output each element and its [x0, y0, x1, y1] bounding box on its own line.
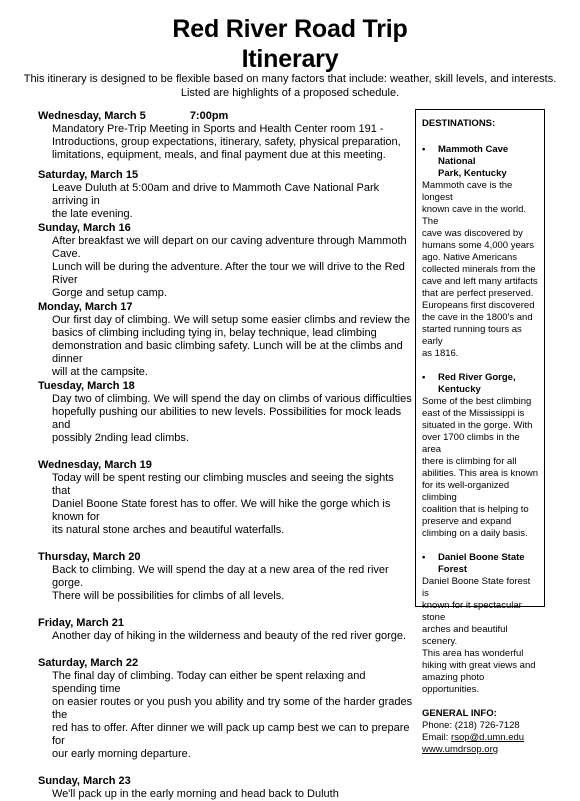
day-description: [38, 314, 413, 379]
destination-name-line: Park, Kentucky: [438, 168, 507, 179]
description-line: collected minerals from the: [422, 264, 536, 275]
description-line: abilities. This area is known: [422, 468, 538, 479]
destination-name-line: Red River Gorge,: [438, 372, 516, 383]
bullet-icon: •: [422, 552, 426, 563]
description-line: arches and beautiful scenery.: [422, 624, 508, 647]
day-line: Lunch will be during the adventure. After the tour we will drive to the Red River: [52, 261, 405, 286]
description-line: Europeans first discovered: [422, 300, 535, 311]
destinations-panel: [415, 109, 545, 755]
destination-title: [422, 144, 539, 180]
day-line: Another day of hiking in the wilderness and beauty of the red river gorge.: [52, 630, 407, 642]
description-line: for its well-organized climbing: [422, 480, 510, 503]
day-header: Sunday, March 23: [38, 775, 131, 787]
description-line: known for it spectacular stone: [422, 600, 522, 623]
destination-title: [422, 552, 539, 576]
general-info-heading: GENERAL INFO:: [422, 708, 497, 719]
day-time: 7:00pm: [189, 110, 229, 122]
email-label: Email:: [422, 732, 452, 743]
day-line: Back to climbing. We will spend the day at a new area of the red river gorge.: [52, 564, 389, 589]
destination-description: [422, 180, 539, 360]
description-line: cave was discovered by: [422, 228, 523, 239]
day-line: red has to offer. After dinner we will pack up camp best we can to prepare for: [52, 722, 410, 747]
day-description: [38, 564, 413, 603]
destination-item: [422, 372, 539, 540]
day-description: [38, 472, 413, 537]
description-line: ago. Native Americans: [422, 252, 518, 263]
document-title-line-2: Itinerary: [241, 45, 339, 73]
destination-description: [422, 396, 539, 540]
day-header: Sunday, March 16: [38, 222, 131, 234]
day-line: hopefully pushing our abilities to new levels. Possibilities for mock leads and: [52, 406, 402, 431]
day-line: demonstration and basic climbing safety. Lunch will be at the climbs and dinner: [52, 340, 403, 365]
destination-name-line: Kentucky: [438, 384, 481, 395]
day-header: Tuesday, March 18: [38, 380, 135, 392]
day-line: After breakfast we will depart on our caving adventure through Mammoth Cave.: [52, 235, 407, 260]
day-description: [38, 670, 413, 761]
day-description: [38, 235, 413, 300]
description-line: preserve and expand: [422, 516, 512, 527]
bullet-icon: •: [422, 144, 426, 155]
day-header: Friday, March 21: [38, 617, 124, 629]
destination-name-line: Forest: [438, 564, 468, 575]
day-line: There will be possibilities for climbs of all levels.: [52, 590, 285, 602]
day-entry: [38, 221, 413, 300]
day-header: [38, 109, 413, 123]
day-entry: [38, 168, 413, 221]
day-line: Gorge and setup camp.: [52, 287, 167, 299]
description-line: humans some 4,000 years: [422, 240, 534, 251]
intro-line-2: Listed are highlights of a proposed schedule.: [180, 87, 400, 99]
description-line: Some of the best climbing: [422, 396, 532, 407]
general-info-phone: Phone: (218) 726-7128: [422, 720, 520, 731]
day-line: Today will be spent resting our climbing muscles and seeing the sights that: [52, 472, 394, 497]
day-date: Wednesday, March 5: [38, 110, 146, 122]
day-header: Thursday, March 20: [38, 551, 141, 563]
description-line: situated in the gorge. With: [422, 420, 533, 431]
description-line: over 1700 climbs in the area: [422, 432, 520, 455]
day-description: [38, 393, 413, 445]
website-link[interactable]: www.umdrsop.org: [422, 744, 499, 755]
day-header: Monday, March 17: [38, 301, 133, 313]
day-line: The final day of climbing. Today can either be spent relaxing and spending time: [52, 670, 366, 695]
email-link[interactable]: rsop@d.umn.edu: [451, 732, 525, 743]
day-description: [38, 182, 413, 221]
day-line: Introductions, group expectations, itinerary, safety, physical preparation,: [52, 136, 401, 148]
intro-line-1: This itinerary is designed to be flexible based on many factors that include: weather, skill levels, and interests.: [23, 73, 557, 85]
description-line: as 1816.: [422, 348, 459, 359]
day-line: Our first day of climbing. We will setup some easier climbs and review the: [52, 314, 411, 326]
description-line: hiking with great views and: [422, 660, 536, 671]
description-line: that are perfect preserved.: [422, 288, 534, 299]
description-line: started running tours as early: [422, 324, 522, 347]
day-entry: [38, 109, 413, 162]
destination-title: [422, 372, 539, 396]
description-line: coalition that is helping to: [422, 504, 529, 515]
day-header: Saturday, March 15: [38, 169, 139, 181]
day-line: limitations, equipment, meals, and final payment due at this meeting.: [52, 149, 386, 161]
day-entry: [38, 774, 413, 801]
day-entry: [38, 300, 413, 379]
description-line: east of the Mississippi is: [422, 408, 525, 419]
itinerary-schedule: [38, 109, 413, 801]
day-line: will at the campsite.: [52, 366, 148, 378]
document-title-line-1: Red River Road Trip: [172, 15, 408, 43]
day-entry: [38, 656, 413, 761]
destination-name-line: Mammoth Cave National: [438, 144, 509, 167]
day-line: We'll pack up in the early morning and head back to Duluth: [52, 788, 339, 800]
day-entry: [38, 458, 413, 537]
destination-description: [422, 576, 539, 696]
day-line: Mandatory Pre-Trip Meeting in Sports and Health Center room 191 -: [52, 123, 384, 135]
day-description: [38, 788, 413, 801]
day-entry: [38, 379, 413, 445]
description-line: the cave in the 1800's and: [422, 312, 533, 323]
description-line: amazing photo opportunities.: [422, 672, 485, 695]
description-line: there is climbing for all: [422, 456, 517, 467]
day-line: on easier routes or you push you ability and try some of the harder grades the: [52, 696, 413, 721]
day-line: Day two of climbing. We will spend the day on climbs of various difficulties: [52, 393, 412, 405]
general-info: [422, 708, 539, 756]
destination-name-line: Daniel Boone State: [438, 552, 525, 563]
day-header: Wednesday, March 19: [38, 459, 152, 471]
day-line: its natural stone arches and beautiful waterfalls.: [52, 524, 285, 536]
bullet-icon: •: [422, 372, 426, 383]
day-description: [38, 630, 413, 643]
day-line: our early morning departure.: [52, 748, 191, 760]
day-line: the late evening.: [52, 208, 133, 220]
description-line: Daniel Boone State forest is: [422, 576, 531, 599]
day-entry: [38, 550, 413, 603]
description-line: Mammoth cave is the longest: [422, 180, 513, 203]
day-header: Saturday, March 22: [38, 657, 139, 669]
destination-item: [422, 144, 539, 360]
general-info-email-row: [422, 732, 539, 744]
day-description: [38, 123, 413, 162]
description-line: This area has wonderful: [422, 648, 524, 659]
destination-item: [422, 552, 539, 696]
description-line: climbing on a daily basis.: [422, 528, 528, 539]
day-line: Daniel Boone State forest has to offer. We will hike the gorge which is known for: [52, 498, 391, 523]
destinations-heading: DESTINATIONS:: [422, 118, 496, 129]
description-line: cave and left many artifacts: [422, 276, 538, 287]
day-line: Leave Duluth at 5:00am and drive to Mammoth Cave National Park arriving in: [52, 182, 380, 207]
day-line: possibly 2nding lead climbs.: [52, 432, 189, 444]
day-line: basics of climbing including tying in, belay technique, lead climbing: [52, 327, 377, 339]
description-line: known cave in the world. The: [422, 204, 527, 227]
